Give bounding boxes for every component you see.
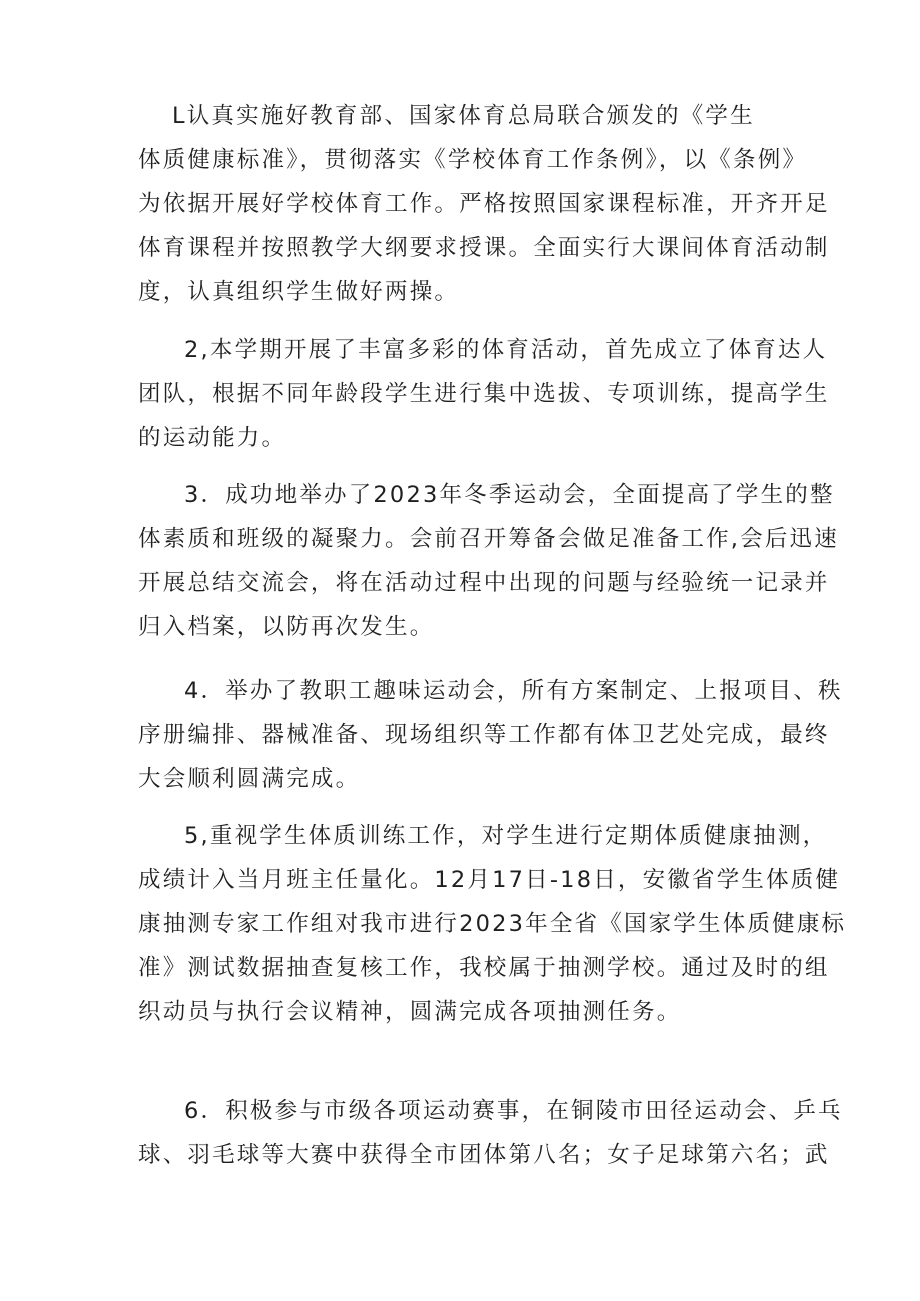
text-line: 序册编排、器械准备、现场组织等工作都有体卫艺处完成，最终: [138, 722, 830, 748]
paragraph-3: [138, 480, 839, 642]
text-line: 2,本学期开展了丰富多彩的体育活动，首先成立了体育达人: [184, 337, 828, 363]
text-line: 5,重视学生体质训练工作，对学生进行定期体质健康抽测，: [184, 823, 828, 849]
text-line: 4．举办了教职工趣味运动会，所有方案制定、上报项目、秩: [184, 678, 843, 704]
text-line: 6．积极参与市级各项运动赛事，在铜陵市田径运动会、乒乓: [184, 1098, 843, 1124]
text-line: 体素质和班级的凝聚力。会前召开筹备会做足准备工作,会后迅速: [138, 526, 839, 552]
text-line: 球、羽毛球等大赛中获得全市团体第八名；女子足球第六名；武: [138, 1142, 830, 1168]
text-line: 度，认真组织学生做好两操。: [138, 279, 460, 305]
text-line: 为依据开展好学校体育工作。严格按照国家课程标准，开齐开足: [138, 191, 830, 217]
text-line: 开展总结交流会，将在活动过程中出现的问题与经验统一记录并: [138, 570, 830, 596]
text-line: 大会顺利圆满完成。: [138, 766, 361, 792]
text-line: 体质健康标准》，贯彻落实《学校体育工作条例》，以《条例》: [138, 147, 808, 173]
text-line: 准》测试数据抽查复核工作，我校属于抽测学校。通过及时的组: [138, 955, 830, 981]
text-line: 团队，根据不同年龄段学生进行集中选拔、专项训练，提高学生: [138, 381, 830, 407]
text-line: L认真实施好教育部、国家体育总局联合颁发的《学生: [172, 103, 755, 129]
paragraph-1: [138, 101, 830, 307]
text-line: 成绩计入当月班主任量化。12月17日-18日，安徽省学生体质健: [138, 867, 841, 893]
text-line: 归入档案，以防再次发生。: [138, 614, 435, 640]
text-line: 织动员与执行会议精神，圆满完成各项抽测任务。: [138, 999, 682, 1025]
text-line: 的运动能力。: [138, 425, 287, 451]
paragraph-6: [138, 1096, 843, 1170]
paragraph-2: [138, 335, 830, 453]
text-line: 康抽测专家工作组对我市进行2023年全省《国家学生体质健康标: [138, 911, 847, 937]
paragraph-4: [138, 676, 843, 794]
text-line: 3．成功地举办了2023年冬季运动会，全面提高了学生的整: [184, 482, 835, 508]
text-line: 体育课程并按照教学大纲要求授课。全面实行大课间体育活动制: [138, 235, 830, 261]
paragraph-5: [138, 821, 846, 1027]
